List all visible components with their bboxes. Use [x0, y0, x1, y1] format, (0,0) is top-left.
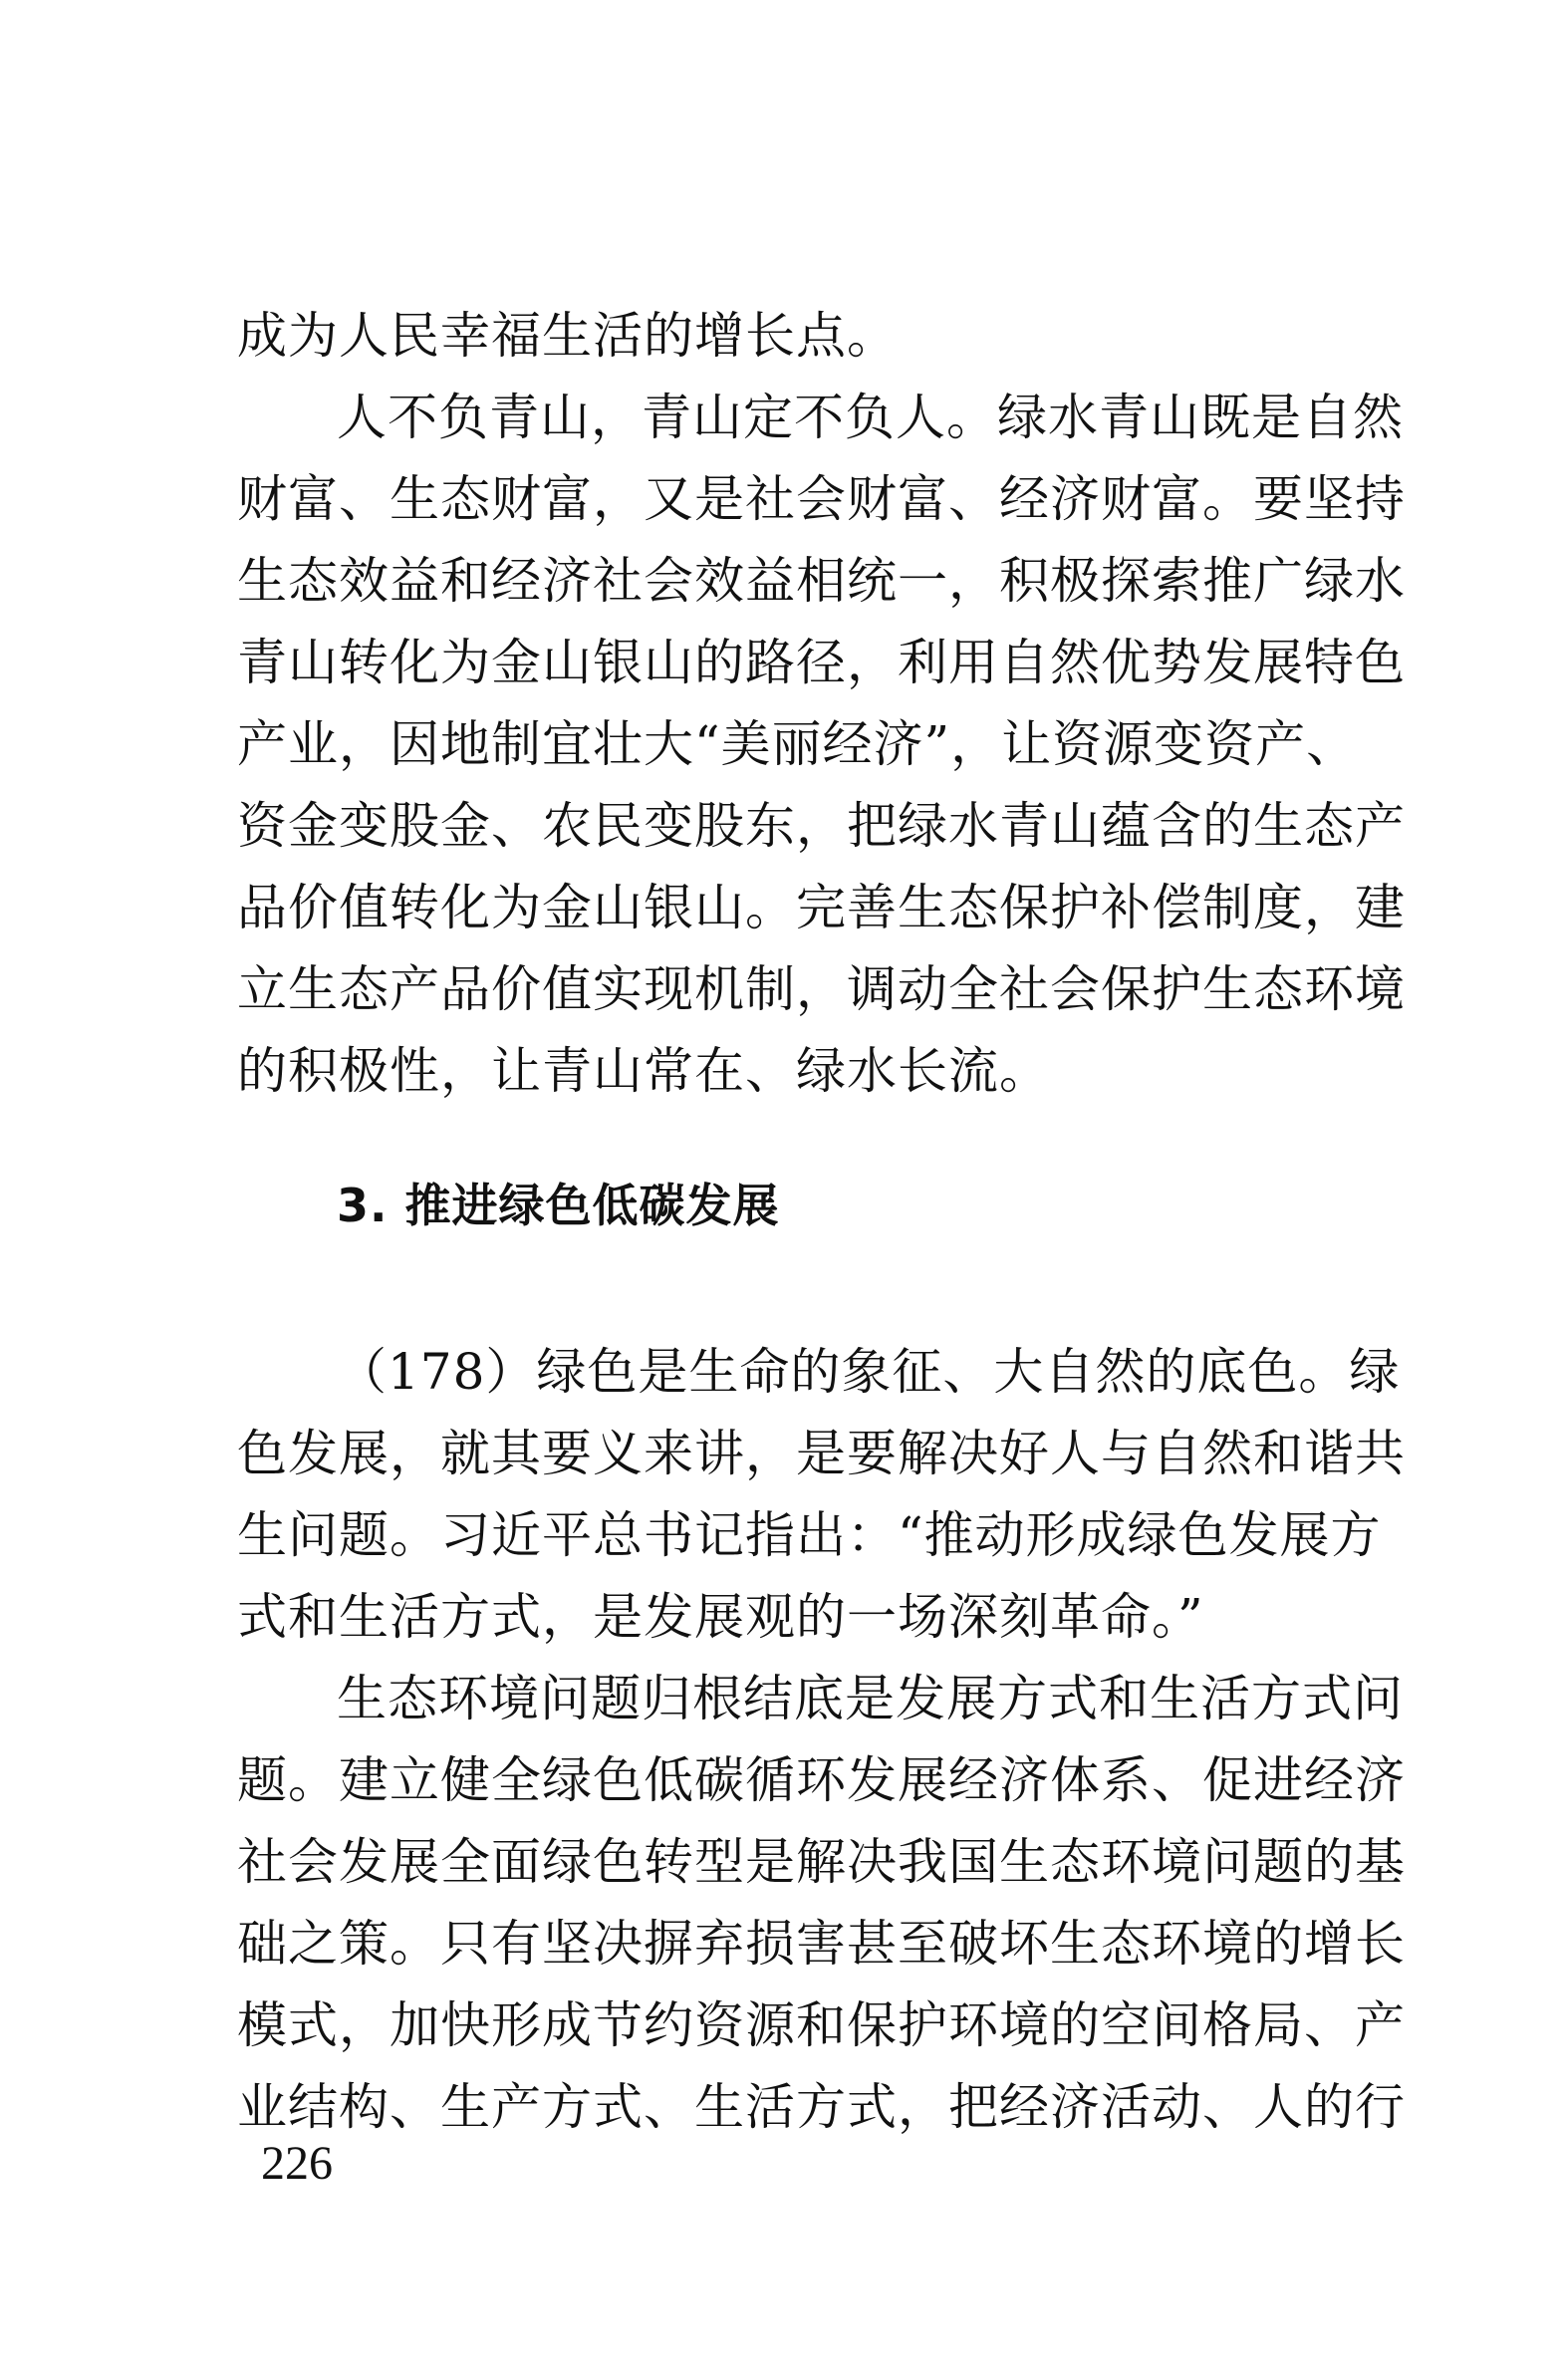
text-line: 社会发展全面绿色转型是解决我国生态环境问题的基: [237, 1833, 1406, 1891]
text-line: 产业，因地制宜壮大“美丽经济”，让资源变资产、: [237, 715, 1358, 773]
body-text-top: [237, 295, 1406, 1112]
text-line: 立生态产品价值实现机制，调动全社会保护生态环境: [237, 960, 1406, 1018]
text-line: 础之策。只有坚决摒弃损害甚至破坏生态环境的增长: [237, 1915, 1406, 1973]
text-line: 财富、生态财富，又是社会财富、经济财富。要坚持: [237, 470, 1406, 528]
text-line: 生态环境问题归根结底是发展方式和生活方式问: [337, 1670, 1404, 1727]
text-line: （178）绿色是生命的象征、大自然的底色。绿: [337, 1343, 1401, 1401]
page-number: 226: [261, 2137, 333, 2190]
text-line: 资金变股金、农民变股东，把绿水青山蕴含的生态产: [237, 797, 1406, 855]
text-line: 式和生活方式，是发展观的一场深刻革命。”: [237, 1588, 1204, 1646]
text-line: 模式，加快形成节约资源和保护环境的空间格局、产: [237, 1996, 1406, 2054]
text-line: 品价值转化为金山银山。完善生态保护补偿制度，建: [237, 879, 1406, 936]
text-line: 的积极性，让青山常在、绿水长流。: [237, 1042, 1050, 1100]
body-text-bottom: [237, 1331, 1406, 2148]
text-line: 题。建立健全绿色低碳循环发展经济体系、促进经济: [237, 1751, 1406, 1809]
text-line: 生问题。习近平总书记指出：“推动形成绿色发展方: [237, 1506, 1382, 1564]
text-line: 业结构、生产方式、生活方式，把经济活动、人的行: [237, 2078, 1406, 2136]
text-line: 成为人民幸福生活的增长点。: [237, 307, 898, 365]
text-line: 生态效益和经济社会效益相统一，积极探索推广绿水: [237, 552, 1406, 610]
text-line: 人不负青山，青山定不负人。绿水青山既是自然: [337, 389, 1404, 446]
section-heading: 3. 推进绿色低碳发展: [337, 1179, 780, 1232]
text-line: 青山转化为金山银山的路径，利用自然优势发展特色: [237, 634, 1406, 691]
text-line: 色发展，就其要义来讲，是要解决好人与自然和谐共: [237, 1425, 1406, 1482]
